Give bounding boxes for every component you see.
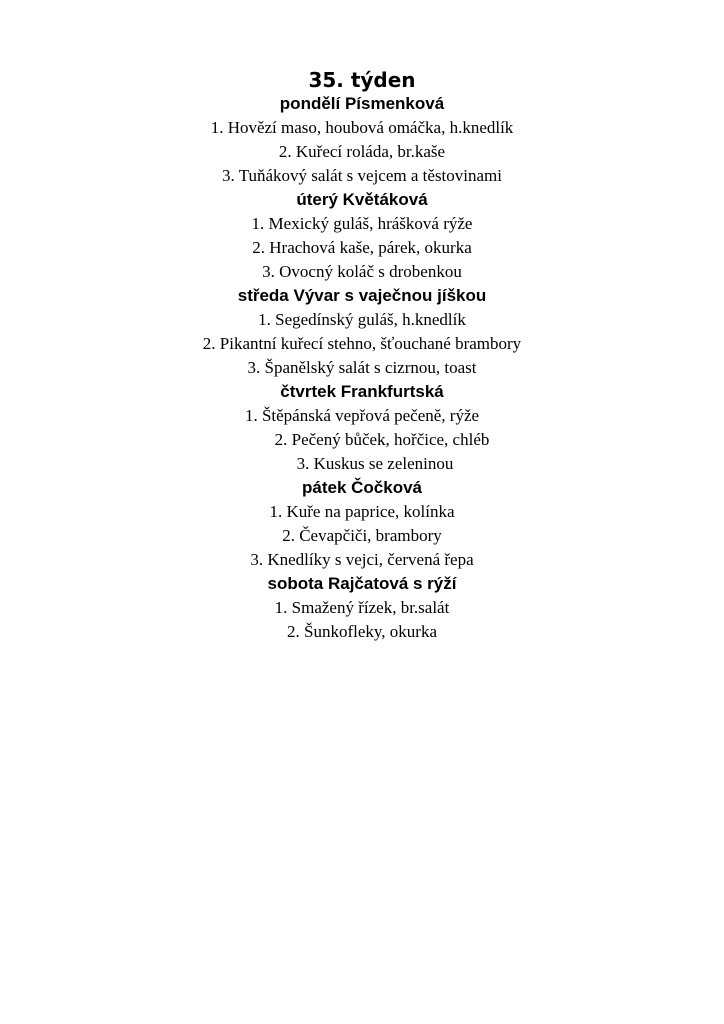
- day-heading-friday: pátek Čočková: [302, 478, 422, 497]
- menu-item: 3. Knedlíky s vejci, červená řepa: [250, 550, 474, 569]
- day-friday: [0, 476, 724, 572]
- menu-item: 2. Pikantní kuřecí stehno, šťouchané brambory: [202, 334, 522, 353]
- menu-item: 1. Smažený řízek, br.salát: [274, 598, 450, 617]
- menu-item: 1. Mexický guláš, hrášková rýže: [251, 214, 473, 233]
- menu-item: 3. Kuskus se zeleninou: [296, 454, 454, 473]
- day-tuesday: [0, 188, 724, 284]
- day-heading-saturday: sobota Rajčatová s rýží: [267, 574, 457, 593]
- menu-item: 1. Kuře na paprice, kolínka: [269, 502, 455, 521]
- menu-item: 1. Hovězí maso, houbová omáčka, h.knedlík: [210, 118, 514, 137]
- menu-item: 2. Čevapčiči, brambory: [282, 526, 442, 545]
- weekly-menu: [0, 68, 724, 644]
- day-monday: [0, 92, 724, 188]
- day-thursday: [0, 380, 724, 476]
- menu-item: 2. Hrachová kaše, párek, okurka: [252, 238, 472, 257]
- day-heading-tuesday: úterý Květáková: [296, 190, 428, 209]
- menu-item: 2. Pečený bůček, hořčice, chléb: [274, 430, 490, 449]
- menu-item: 2. Kuřecí roláda, br.kaše: [278, 142, 446, 161]
- day-heading-thursday: čtvrtek Frankfurtská: [280, 382, 444, 401]
- menu-item: 3. Tuňákový salát s vejcem a těstovinami: [222, 166, 502, 185]
- menu-item: 1. Segedínský guláš, h.knedlík: [258, 310, 466, 329]
- day-saturday: [0, 572, 724, 644]
- day-wednesday: [0, 284, 724, 380]
- menu-item: 2. Šunkofleky, okurka: [287, 622, 437, 641]
- day-heading-monday: pondělí Písmenková: [279, 94, 445, 113]
- page-title: 35. týden: [308, 68, 416, 92]
- day-heading-wednesday: středa Vývar s vaječnou jíškou: [237, 286, 487, 305]
- menu-item: 3. Ovocný koláč s drobenkou: [262, 262, 462, 281]
- menu-item: 3. Španělský salát s cizrnou, toast: [247, 358, 477, 377]
- menu-item: 1. Štěpánská vepřová pečeně, rýže: [244, 406, 480, 425]
